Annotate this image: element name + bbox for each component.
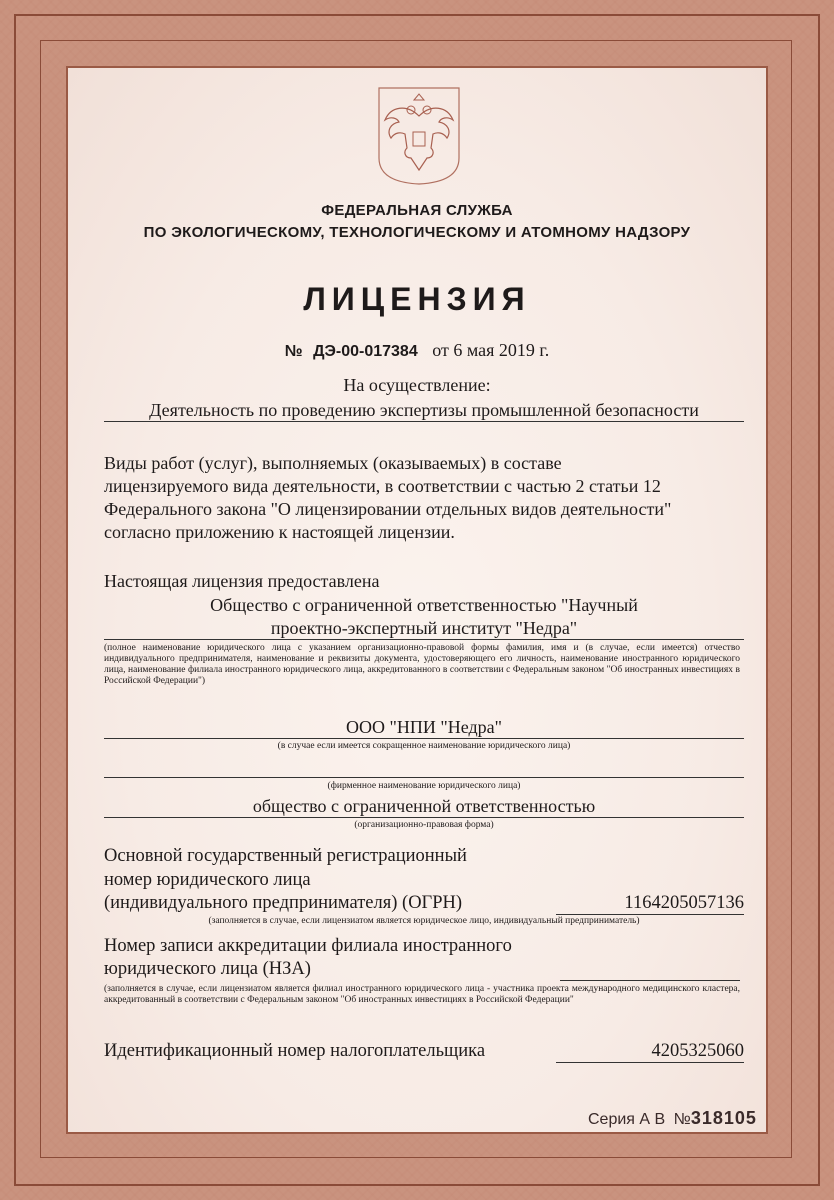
nza-label-line1: Номер записи аккредитации филиала иностранного [104,936,512,956]
serial-number: 318105 [690,1108,757,1128]
ogrn-label-line2: номер юридического лица [104,870,311,890]
form-serial [588,1108,757,1129]
nza-caption: (заполняется в случае, если лицензиатом является филиал иностранного юридического лица - участника проекта международного медицинского кластера, аккредитованный в соответствии с Федеральным законом "Об иностранных инвестициях в Российской Федерации" [104,984,740,1005]
license-number-label: № [284,343,303,360]
serial-number-label: № [673,1111,691,1128]
inn-label: Идентификационный номер налогоплательщика [104,1041,486,1061]
license-date: от 6 мая 2019 г. [432,340,550,360]
works-line: лицензируемого вида деятельности, в соответствии с частью 2 статьи 12 [104,476,661,496]
granted-name-caption: (полное наименование юридического лица с указанием организационно-правовой формы фамилия, имя и (в случае, если имеется) отчество индивидуального предпринимателя, наименование и реквизиты документа, удостоверяющего его личность, наименование иностранного юридического лица, наименование филиала иностранного юридического лица, аккредитованного в соответствии с Федеральным законом "Об иностранных инвестициях в Российской Федерации") [104,643,740,686]
ogrn-label-line1: Основной государственный регистрационный [104,846,467,866]
legal-form-caption: (организационно-правовая форма) [354,820,494,830]
ogrn-value: 1164205057136 [556,892,744,915]
activity-value: Деятельность по проведению экспертизы промышленной безопасности [104,399,744,422]
works-line: Федерального закона "О лицензировании отдельных видов деятельности" [104,499,672,519]
granted-name-line2: проектно-экспертный институт "Недра" [104,617,744,640]
agency-name-line1: ФЕДЕРАЛЬНАЯ СЛУЖБА [321,202,513,219]
short-name: ООО "НПИ "Недра" [104,716,744,739]
works-line: согласно приложению к настоящей лицензии. [104,522,455,542]
legal-form: общество с ограниченной ответственностью [104,795,744,818]
serial-label: Серия А В [588,1111,666,1128]
nza-label-line2: юридического лица (НЗА) [104,959,311,979]
brand-name-rule [104,777,744,778]
inn-value: 4205325060 [556,1040,744,1063]
granted-name-line1: Общество с ограниченной ответственностью "Научный [210,595,638,615]
granted-label: Настоящая лицензия предоставлена [104,571,380,591]
license-number: ДЭ-00-017384 [313,343,418,360]
works-line: Виды работ (услуг), выполняемых (оказываемых) в составе [104,453,562,473]
license-number-line [80,340,754,361]
activity-label: На осуществление: [343,375,491,395]
short-name-caption: (в случае если имеется сокращенное наименование юридического лица) [277,741,571,751]
ogrn-label-line3: (индивидуального предпринимателя) (ОГРН) [104,893,463,913]
document-title: ЛИЦЕНЗИЯ [303,281,531,317]
ogrn-caption: (заполняется в случае, если лицензиатом является юридическое лицо, индивидуальный предприниматель) [208,916,640,926]
works-paragraph [104,452,764,544]
coat-of-arms-emblem [377,86,461,186]
agency-name-line2: ПО ЭКОЛОГИЧЕСКОМУ, ТЕХНОЛОГИЧЕСКОМУ И АТОМНОМУ НАДЗОРУ [143,224,691,241]
brand-name-caption: (фирменное наименование юридического лица) [327,781,521,791]
nza-value-rule [560,980,740,981]
